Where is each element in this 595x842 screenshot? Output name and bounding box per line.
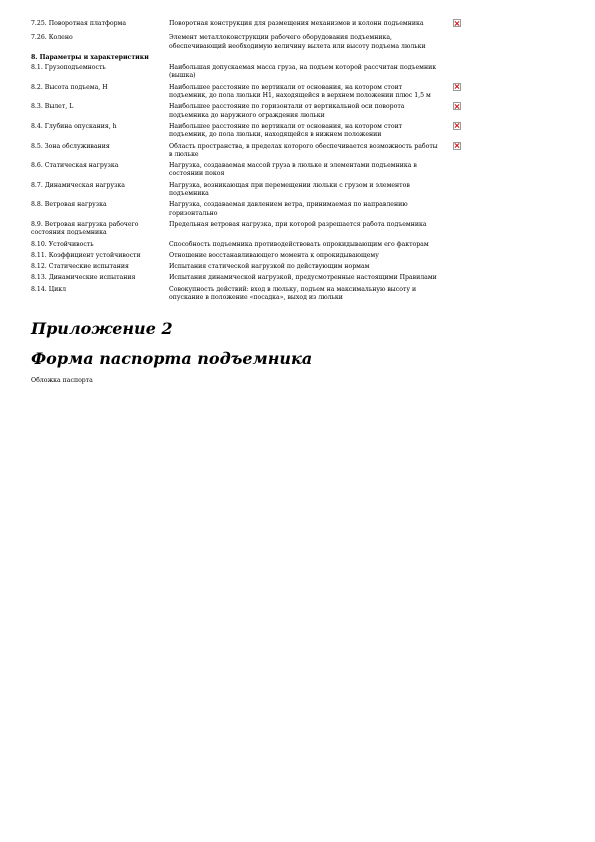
illustration-cell — [441, 201, 461, 221]
term-name: 8.11. Коэффициент устойчивости — [31, 251, 141, 259]
illustration-cell — [441, 286, 461, 306]
term-row — [31, 252, 461, 263]
illustration-cell — [441, 34, 461, 54]
term-row — [31, 103, 461, 123]
term-row — [31, 123, 461, 143]
term-definition: Элемент металлоконструкции рабочего оборудования подъемника, обеспечивающий необходимую величину вылета или высоту подъема люльки — [169, 34, 426, 50]
illustration-cell — [441, 103, 461, 123]
term-name: 7.25. Поворотная платформа — [31, 20, 127, 27]
term-name: 8.2. Высота подъема, H — [31, 83, 108, 91]
illustration-cell — [441, 143, 461, 163]
appendix-subtitle: Форма паспорта подъемника — [31, 349, 313, 369]
term-name: 8.6. Статическая нагрузка — [31, 162, 119, 170]
broken-image-icon[interactable] — [453, 83, 461, 91]
section-title: 8. Параметры и характеристики — [31, 53, 149, 61]
term-row — [31, 182, 461, 202]
term-name: 8.13. Динамические испытания — [31, 274, 136, 282]
illustration-cell — [441, 64, 461, 84]
term-name: 8.4. Глубина опускания, h — [31, 122, 117, 130]
term-row — [31, 201, 461, 221]
term-name: 8.7. Динамическая нагрузка — [31, 181, 125, 189]
term-definition: Способность подъемника противодействовать опрокидывающим его факторам — [169, 240, 429, 248]
illustration-cell — [441, 20, 461, 34]
illustration-cell — [441, 84, 461, 104]
broken-image-icon[interactable] — [453, 122, 461, 130]
term-definition: Наибольшее расстояние по вертикали от основания, на котором стоит подъемник, до пола люльки, находящейся в нижнем положении — [169, 122, 403, 139]
term-definition: Поворотная конструкция для размещения механизмов и колонн подъемника — [169, 20, 424, 27]
term-name: 8.10. Устойчивость — [31, 240, 94, 248]
term-row — [31, 263, 461, 274]
illustration-cell — [441, 162, 461, 182]
term-row — [31, 84, 461, 104]
term-definition: Нагрузка, возникающая при перемещении люльки с грузом и элементов подъемника — [169, 181, 410, 198]
passport-cover-label: Обложка паспорта — [31, 377, 93, 385]
broken-image-icon[interactable] — [453, 102, 461, 110]
term-definition: Наибольшая допускаемая масса груза, на подъем которой рассчитан подъемник (вышка) — [169, 64, 437, 80]
illustration-cell — [441, 123, 461, 143]
illustration-cell — [441, 274, 461, 285]
broken-image-icon[interactable] — [453, 19, 461, 27]
section-header-row — [31, 54, 461, 64]
term-row — [31, 274, 461, 285]
document-page — [31, 20, 461, 385]
term-definition: Нагрузка, создаваемая давлением ветра, принимаемая по направлению горизонтально — [169, 201, 408, 217]
term-definition: Наибольшее расстояние по вертикали от основания, на котором стоит подъемник, до пола люльки H1, находящейся в верхнем положении плюс 1,5 м — [169, 83, 431, 100]
term-name: 8.12. Статические испытания — [31, 263, 129, 271]
term-row — [31, 20, 461, 34]
appendix-title: Приложение 2 — [31, 319, 173, 339]
term-row — [31, 241, 461, 252]
term-definition: Испытания статической нагрузкой по действующим нормам — [169, 263, 370, 271]
term-row — [31, 64, 461, 84]
term-definition: Испытания динамической нагрузкой, предусмотренные настоящими Правилами — [169, 274, 437, 282]
illustration-cell — [441, 182, 461, 202]
term-definition: Нагрузка, создаваемая массой груза в люльке и элементами подъемника в состоянии покоя — [169, 162, 417, 178]
illustration-cell — [441, 241, 461, 252]
term-definition: Отношение восстанавливающего момента к опрокидывающему — [169, 251, 379, 259]
term-definition: Область пространства, в пределах которого обеспечивается возможность работы в люльке — [169, 142, 438, 158]
term-definition: Наибольшее расстояние по горизонтали от вертикальной оси поворота подъемника до наружного ограждения люльки — [169, 103, 405, 119]
term-row — [31, 286, 461, 306]
broken-image-icon[interactable] — [453, 142, 461, 150]
term-row — [31, 162, 461, 182]
illustration-cell — [441, 263, 461, 274]
term-name: 8.1. Грузоподъемность — [31, 64, 106, 72]
terms-table — [31, 20, 461, 305]
terms-table-body — [31, 20, 461, 305]
term-name: 8.8. Ветровая нагрузка — [31, 201, 107, 209]
term-definition: Совокупность действий: вход в люльку, подъем на максимальную высоту и опускание в положение «посадка», выход из люльки — [169, 285, 417, 302]
term-row — [31, 34, 461, 54]
term-row — [31, 221, 461, 241]
term-row — [31, 143, 461, 163]
term-name: 8.9. Ветровая нагрузка рабочего состояния подъемника — [31, 220, 139, 237]
illustration-cell — [441, 252, 461, 263]
term-definition: Предельная ветровая нагрузка, при которой разрешается работа подъемника — [169, 220, 427, 228]
term-name: 8.14. Цикл — [31, 285, 67, 293]
term-name: 8.3. Вылет, L — [31, 103, 74, 111]
illustration-cell — [441, 221, 461, 241]
term-name: 7.26. Колено — [31, 34, 73, 42]
term-name: 8.5. Зона обслуживания — [31, 142, 110, 150]
